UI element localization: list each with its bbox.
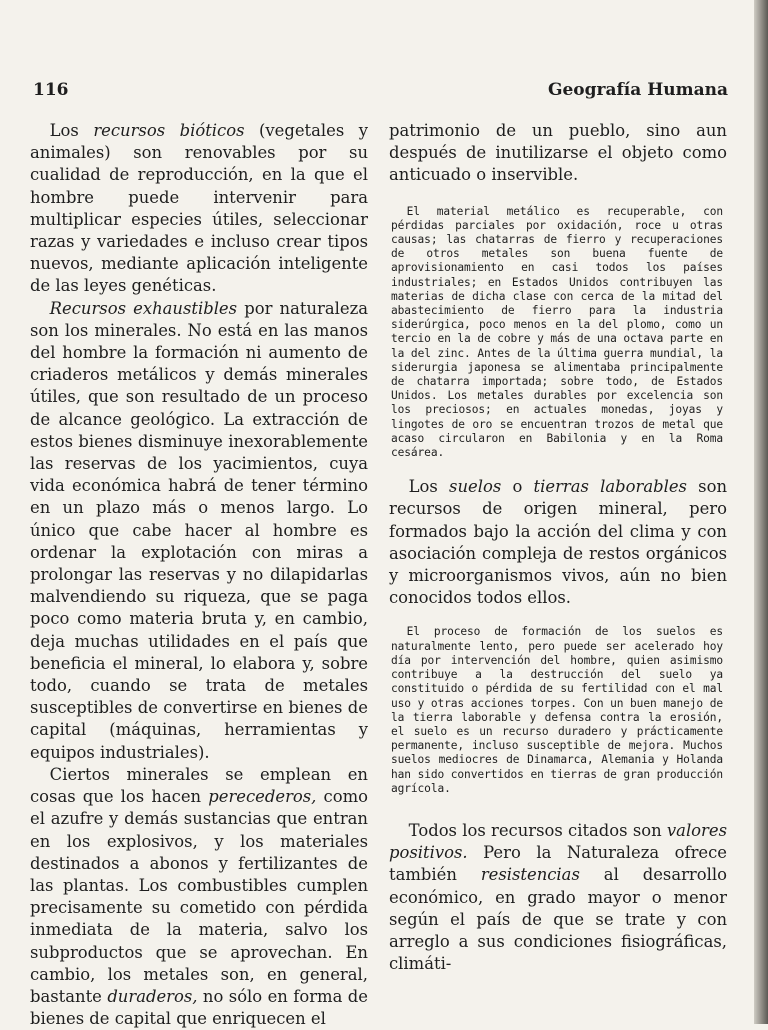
italic-term: duraderos, — [107, 986, 198, 1006]
italic-term: tierras laborables — [533, 477, 687, 497]
note-metal-recovery: El material metálico es recuperable, con pérdidas parciales por oxidación, roce u otras causas; las chatarras de fierro y recuperaciones de otros metales son buena fuente de aprovisionamiento en casi todos los países industriales; en Estados Unidos contribuyen las materias de dicha clase con cerca de la mitad del abastecimiento de fierro para la industria siderúrgica, poco menos en la del plomo, como un tercio en la de cobre y más de una octava parte en la del zinc. Antes de la última guerra mundial, la siderurgia japonesa se alimentaba principalmente de chatarra importada; sobre todo, de Estados Unidos. Los metales durables por excelencia son los preciosos; en actuales monedas, joyas y lingotes de oro se encuentran trozos de metal que acaso circularon en Babilonia y en la Roma cesárea. — [391, 204, 723, 460]
italic-term: resistencias — [480, 865, 580, 885]
paragraph-biotic-resources — [30, 120, 368, 298]
note-soil-formation: El proceso de formación de los suelos es naturalmente lento, pero puede ser acelerado hoy día por intervención del hombre, quien asimismo contribuye a la destrucción del suelo ya constituido o pérdida de su fertilidad con el mal uso y otras acciones torpes. Con un buen manejo de la tierra laborable y defensa contra la erosión, el suelo es un recurso duradero y prácticamente permanente, incluso susceptible de mejora. Muchos suelos mediocres de Dinamarca, Alemania y Holanda han sido convertidos en tierras de gran producción agrícola. — [391, 625, 723, 795]
text-run: Ciertos minerales se emplean en cosas que los hacen — [30, 764, 368, 807]
italic-term: valores positivos. — [389, 820, 727, 863]
running-title: Geografía Humana — [547, 80, 728, 100]
text-run: no sólo en forma de bienes de capital que enriquecen el — [30, 986, 368, 1029]
paragraph-perishable-minerals — [30, 764, 368, 1030]
text-run: Todos los recursos citados son — [408, 820, 667, 840]
text-run: Los — [408, 477, 450, 497]
left-column — [30, 120, 368, 1030]
italic-term: suelos — [449, 477, 502, 497]
italic-term: Recursos exhaustibles — [49, 298, 238, 318]
page-number: 116 — [33, 80, 69, 100]
text-run: Pero la Naturaleza ofrece también — [389, 843, 727, 885]
text-run: como el azufre y demás sustancias que entran en los explosivos, y los materiales destinados a abonos y fertilizantes de las plantas. Los combustibles cumplen precisamente su cometido con pérdida inmediata de la materia, salvo los subproductos que se aprovechan. En cambio, los metales son, en general, bastante — [30, 787, 368, 1006]
italic-term: recursos bióticos — [93, 121, 245, 140]
text-run: son recursos de origen mineral, pero formados bajo la acción del clima y con asociación compleja de restos orgánicos y microorganismos vivos, aún no bien conocidos todos ellos. — [389, 477, 728, 608]
text-run: por naturaleza son los minerales. No está en las manos del hombre la formación ni aumento de criaderos metálicos y demás minerales útiles, que son resultado de un proceso de alcance geológico. La extracción de estos bienes disminuye inexorablemente las reservas de los yacimientos, cuya vida económica habrá de tener término en un plazo más o menos largo. Lo único que cabe hacer al hombre es ordenar la explotación con miras a prolongar las reservas y no dilapidarlas malvendiendo su riqueza, que se paga poco como materia bruta y, en cambio, deja muchas utilidades en el país que beneficia el mineral, lo elabora y, sobre todo, cuando se trata de metales susceptibles de convertirse en bienes de capital (máquinas, herramientas y equipos industriales). — [30, 298, 368, 762]
text-run: al desarrollo económico, en grado mayor o menor según el país de que se trate y con arreglo a sus condiciones fisiográficas, climáti- — [389, 865, 727, 974]
paragraph-exhaustible-resources — [30, 298, 368, 764]
paragraph-heritage-continuation: patrimonio de un pueblo, sino aun después de inutilizarse el objeto como anticuado o inservible. — [389, 121, 727, 185]
text-run: Los — [49, 121, 94, 140]
paragraph-positive-values — [389, 820, 727, 975]
text-run: o — [501, 477, 534, 497]
right-column — [389, 120, 727, 975]
paragraph-soils — [389, 476, 727, 609]
page-edge-shadow — [754, 0, 768, 1024]
text-run: (vegetales y animales) son renovables por su cualidad de reproducción, en la que el hombre puede intervenir para multiplicar especies útiles, seleccionar razas y variedades e incluso crear tipos nuevos, mediante aplicación inteligente de las leyes genéticas. — [30, 121, 368, 296]
italic-term: perecederos, — [208, 787, 317, 807]
page-header — [33, 80, 728, 108]
